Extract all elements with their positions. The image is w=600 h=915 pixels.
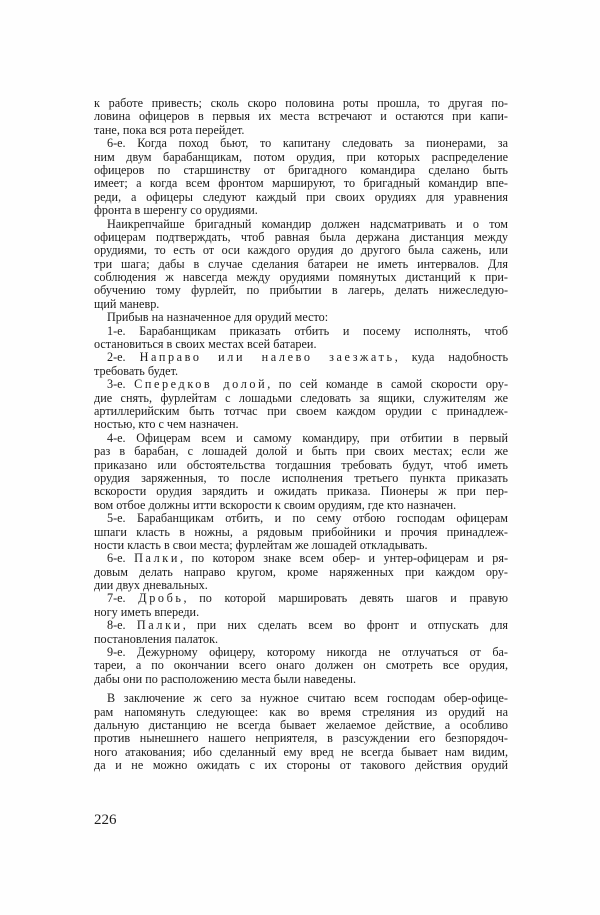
text-line: шпаги класть в ножны, а рядовым прибойники и прочия принадлеж- [94, 524, 508, 539]
text-line: дии двух дневальных. [94, 578, 208, 593]
paragraph [94, 97, 508, 137]
text-line: рам напомянуть следующее: как во время стреляния из орудий на [94, 704, 508, 719]
text-line: орудия заряженныя, то после исполнения третьего пункта приказать [94, 470, 508, 485]
paragraph [94, 619, 508, 646]
spaced-emphasis: Спередков долой [134, 377, 268, 392]
text-line: 5-е. Барабанщикам отбить, и по сему отбою господам офицерам [107, 511, 508, 526]
text-line: тареи, а по окончании всего онаго должен он смотреть все орудия, [94, 658, 508, 673]
text-line: ности класть в свои места; фурлейтам же лошадей откладывать. [94, 537, 428, 552]
text-line: вскорости орудия зарядить и ожидать приказа. Пионеры ж при пер- [94, 484, 508, 499]
text-line [94, 378, 508, 391]
text-line: дабы они по расположению места были наведены. [94, 671, 357, 686]
text-line: 6-е. Когда поход бьют, то капитану следовать за пионерами, за [107, 136, 508, 151]
text-line: дальную дистанцию не всегда бывает желаемое действие, а особливо [94, 717, 508, 732]
text-line: имеет; а когда всем фронтом маршируют, то бригадный командир впе- [94, 176, 508, 191]
text-segment: 3-е. [107, 377, 135, 392]
text-line: требовать будет. [94, 363, 179, 378]
text-line: три шага; дабы в случае сделания батареи не иметь интервалов. Для [94, 256, 508, 271]
text-line: против нынешнего нашего неприятеля, в разсуждении его безпорядоч- [94, 731, 508, 746]
text-line: ловина офицеров в первыя их места встречают и остаются при капи- [94, 109, 508, 124]
text-line [94, 592, 508, 605]
text-line: 1-е. Барабанщикам приказать отбить и посему исполнять, чтоб [107, 323, 508, 338]
paragraph [94, 552, 508, 592]
paragraph [94, 378, 508, 432]
text-line: офицеров по старшинству от бригадного командира сделано быть [94, 162, 508, 177]
paragraph [94, 218, 508, 312]
text-line: офицерам подтверждать, чтоб равная была держана дистанция между [94, 229, 508, 244]
text-line: 4-е. Офицерам всем и самому командиру, при отбитии в первый [107, 430, 508, 445]
text-segment: , куда надобность [394, 350, 508, 365]
text-line: реди, а офицеры следуют каждый при своих орудиях для уравнения [94, 189, 508, 204]
text-line: раз в барабан, с лошадей долой и быть при своих местах; если же [94, 444, 508, 459]
text-line: орудиями, то есть от оси каждого орудия до другого была сажень, или [94, 243, 508, 258]
text-segment: , по котором знаке всем обер- и унтер-офицерам и ря- [179, 551, 509, 566]
paragraph [94, 646, 508, 686]
paragraph [94, 137, 508, 217]
text-segment: 7-е. [107, 591, 139, 606]
text-line: соблюдения ж навсегда между орудиями помянутых дистанций к при- [94, 270, 508, 285]
text-line [94, 552, 508, 565]
text-segment: , по сей команде в самой скорости ору- [267, 377, 509, 392]
text-line: щий маневр. [94, 296, 160, 311]
text-line: ним двум барабанщикам, потом орудия, при которых распределение [94, 149, 508, 164]
page-number: 226 [94, 812, 117, 828]
body-text [94, 97, 508, 773]
text-line: Прибыв на назначенное для орудий место: [107, 310, 329, 325]
text-segment: 2-е. [107, 350, 140, 365]
paragraph [94, 325, 508, 352]
text-line: приказано или обстоятельства тогдашния требовать будут, чтоб иметь [94, 457, 508, 472]
text-line: В заключение ж сего за нужное считаю всем господам обер-офице- [107, 691, 508, 706]
paragraph [94, 311, 508, 324]
text-segment: 8-е. [107, 618, 137, 633]
spaced-emphasis: Палки [136, 618, 183, 633]
spaced-emphasis: Палки [134, 551, 180, 566]
text-line [94, 351, 508, 364]
text-segment: 6-е. [107, 551, 135, 566]
text-line: постановления палаток. [94, 631, 219, 646]
paragraph [94, 592, 508, 619]
text-line: да и не можно ожидать с их стороны от такового действия орудий [94, 758, 508, 773]
text-segment: , по которой маршировать девять шагов и правую [183, 591, 509, 606]
text-line: ногу иметь впереди. [94, 604, 200, 619]
text-line: вом отбое должны итти вскорости к своим орудиям, где кто назначен. [94, 497, 457, 512]
text-line: артиллерийским быть тотчас при своем каждом орудии с принадлеж- [94, 403, 508, 418]
text-line: фронта в шеренгу со орудиями. [94, 203, 258, 218]
spaced-emphasis: Дробь [138, 591, 184, 606]
paragraph [94, 512, 508, 552]
text-line: обучению тому фурлейт, по прибытии в лагерь, делать нижеследую- [94, 283, 508, 298]
paragraph [94, 692, 508, 772]
text-segment: , при них сделать всем во фронт и отпускать для [182, 618, 509, 633]
text-line: довым делать направо кругом, кроме наряженных при каждом ору- [94, 564, 508, 579]
text-line: Наикрепчайше бригадный командир должен надсматривать и о том [107, 216, 508, 231]
paragraph [94, 432, 508, 512]
text-line: тане, пока вся рота перейдет. [94, 122, 245, 137]
text-line: ностью, кто с чем назначен. [94, 417, 239, 432]
text-line: дие снять, фурлейтам с лошадьми следовать за ящики, служителям же [94, 390, 508, 405]
paragraph [94, 351, 508, 378]
text-line: ного атакования; ибо сделанный ему вред не всегда бывает нам видим, [94, 744, 508, 759]
text-line: остановиться в своих местах всей батареи. [94, 337, 317, 352]
text-line: 9-е. Дежурному офицеру, которому никогда не отлучаться от ба- [107, 645, 508, 660]
spaced-emphasis: Направо или налево заезжать [139, 350, 395, 365]
text-line: к работе привесть; сколь скоро половина роты прошла, то другая по- [94, 96, 508, 110]
text-line [94, 619, 508, 632]
